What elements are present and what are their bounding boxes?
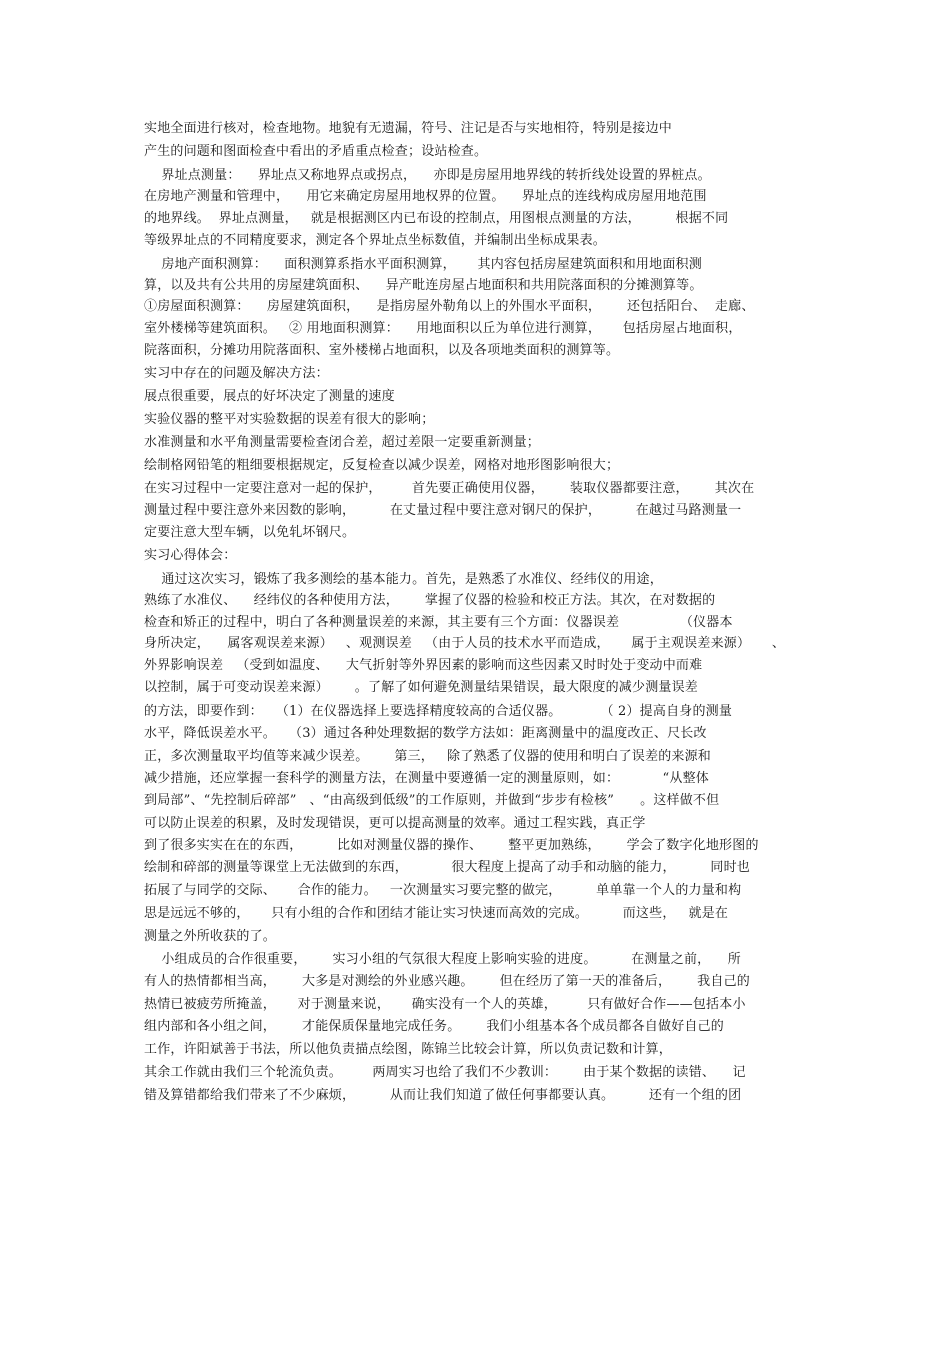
text-line: 其余工作就由我们三个轮流负责。 两周实习也给了我们不少教训： 由于某个数据的读错、 记: [144, 1065, 746, 1080]
text-line: 测量过程中要注意外来因数的影响， 在丈量过程中要注意对钢尺的保护， 在越过马路测量一: [144, 503, 742, 518]
text-line: 水平，降低误差水平。 （3）通过各种处理数据的数学方法如：距离测量中的温度改正、尺长改: [144, 726, 707, 741]
text-line: 外界影响误差 （受到如温度、 大气折射等外界因素的影响而这些因素又时时处于变动中而难: [144, 658, 703, 673]
text-line: ①房屋面积测算： 房屋建筑面积， 是指房屋外勒角以上的外围水平面积， 还包括阳台、 走廊、: [144, 299, 755, 314]
text-line: 在房地产测量和管理中， 用它来确定房屋用地权界的位置。 界址点的连线构成房屋用地范围: [144, 189, 707, 204]
text-line: 热情已被疲劳所掩盖， 对于测量来说， 确实没有一个人的英雄， 只有做好合作——包括本小: [144, 997, 746, 1012]
text-line: 室外楼梯等建筑面积。 ② 用地面积测算： 用地面积以丘为单位进行测算， 包括房屋占地面积，: [144, 321, 742, 336]
text-line: 实习心得体会：: [144, 548, 237, 563]
text-line: 有人的热情都相当高， 大多是对测绘的外业感兴趣。 但在经历了第一天的准备后， 我自己的: [144, 974, 750, 989]
text-line: 实验仪器的整平对实验数据的误差有很大的影响；: [144, 412, 435, 427]
text-line: 展点很重要，展点的好坏决定了测量的速度: [144, 389, 395, 404]
text-line: 拓展了与同学的交际、 合作的能力。 一次测量实习要完整的做完， 单单靠一个人的力量和构: [144, 883, 742, 898]
text-line: 产生的问题和图面检查中看出的矛盾重点检查；设站检查。: [144, 144, 488, 159]
text-line: 小组成员的合作很重要， 实习小组的气氛很大程度上影响实验的进度。 在测量之前， 所: [144, 952, 741, 967]
text-line: 熟练了水准仪、 经纬仪的各种使用方法， 掌握了仪器的检验和校正方法。其次，在对数据的: [144, 593, 716, 608]
text-line: 错及算错都给我们带来了不少麻烦， 从而让我们知道了做任何事都要认真。 还有一个组的团: [144, 1088, 742, 1103]
text-line: 算，以及共有公共用的房屋建筑面积、 异产毗连房屋占地面积和共用院落面积的分摊测算等。: [144, 278, 703, 293]
text-line: 实习中存在的问题及解决方法：: [144, 366, 329, 381]
text-line: 界址点测量： 界址点又称地界点或拐点， 亦即是房屋用地界线的转折线处设置的界桩点。: [144, 168, 711, 183]
text-line: 房地产面积测算： 面积测算系指水平面积测算， 其内容包括房屋建筑面积和用地面积测: [144, 257, 702, 272]
text-line: 减少措施，还应掌握一套科学的测量方法，在测量中要遵循一定的测量原则，如： “从整体: [144, 771, 709, 786]
text-line: 可以防止误差的积累，及时发现错误，更可以提高测量的效率。通过工程实践，真正学: [144, 816, 646, 831]
text-line: 定要注意大型车辆，以免轧坏钢尺。: [144, 525, 356, 540]
text-line: 检查和矫正的过程中，明白了各种测量误差的来源，其主要有三个方面：仪器误差 （仪器本: [144, 615, 733, 630]
text-line: 院落面积，分摊功用院落面积、室外楼梯占地面积，以及各项地类面积的测算等。: [144, 343, 620, 358]
text-line: 以控制，属于可变动误差来源） 。了解了如何避免测量结果错误，最大限度的减少测量误差: [144, 680, 698, 695]
text-line: 绘制和碎部的测量等课堂上无法做到的东西， 很大程度上提高了动手和动脑的能力， 同时也: [144, 860, 750, 875]
text-line: 工作，许阳斌善于书法，所以他负责描点绘图，陈锦兰比较会计算，所以负责记数和计算，: [144, 1042, 673, 1057]
text-line: 等级界址点的不同精度要求，测定各个界址点坐标数值，并编制出坐标成果表。: [144, 233, 607, 248]
text-line: 组内部和各小组之间， 才能保质保量地完成任务。 我们小组基本各个成员都各自做好自己的: [144, 1019, 724, 1034]
text-line: 正，多次测量取平均值等来减少误差。 第三， 除了熟悉了仪器的使用和明白了误差的来源和: [144, 749, 711, 764]
text-line: 水准测量和水平角测量需要检查闭合差，超过差限一定要重新测量；: [144, 435, 541, 450]
text-line: 的地界线。 界址点测量， 就是根据测区内已布设的控制点，用图根点测量的方法， 根据不同: [144, 211, 729, 226]
text-line: 绘制格网铅笔的粗细要根据规定，反复检查以减少误差，网格对地形图影响很大；: [144, 458, 620, 473]
text-line: 身所决定， 属客观误差来源） 、观测误差 （由于人员的技术水平而造成， 属于主观误差来源） 、: [144, 636, 786, 651]
text-line: 到了很多实实在在的东西， 比如对测量仪器的操作、 整平更加熟练， 学会了数字化地形图的: [144, 838, 759, 853]
text-line: 到局部”、“先控制后碎部” 、“由高级到低级”的工作原则，并做到“步步有检核” 。这样做不但: [144, 793, 720, 808]
text-line: 实地全面进行核对，检查地物。地貌有无遗漏，符号、注记是否与实地相符，特别是接边中: [144, 121, 673, 136]
text-line: 在实习过程中一定要注意对一起的保护， 首先要正确使用仪器， 装取仪器都要注意， 其次在: [144, 481, 755, 496]
text-line: 测量之外所收获的了。: [144, 929, 277, 944]
text-line: 的方法，即要作到： （1）在仪器选择上要选择精度较高的合适仪器。 （ 2）提高自身的测量: [144, 704, 733, 719]
text-line: 思是远远不够的， 只有小组的合作和团结才能让实习快速而高效的完成。 而这些， 就是在: [144, 906, 729, 921]
text-line: 通过这次实习，锻炼了我多测绘的基本能力。首先，是熟悉了水准仪、经纬仪的用途，: [144, 572, 663, 587]
